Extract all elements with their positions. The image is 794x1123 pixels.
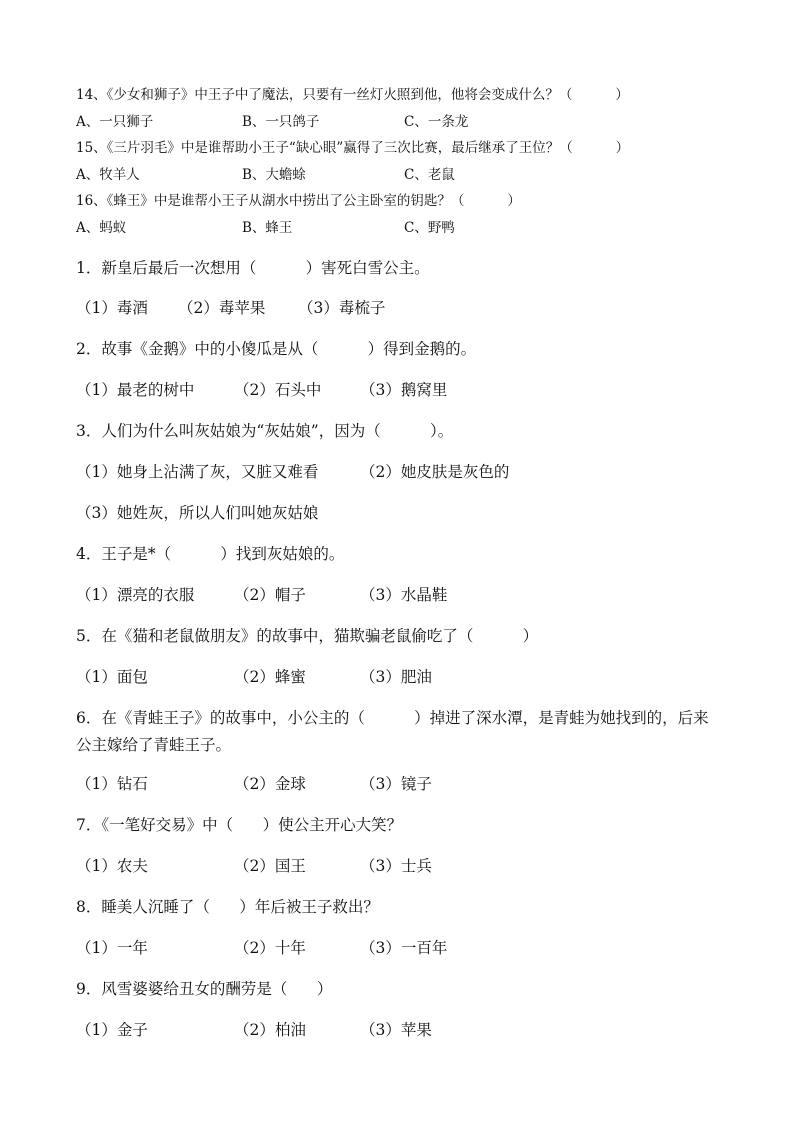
question-6: 6．在《青蛙王子》的故事中，小公主的（ ）掉进了深水潭，是青蛙为她找到的，后来 [76, 709, 709, 727]
question-16-option-c: C、野鸭 [404, 220, 455, 236]
question-6-continued: 公主嫁给了青蛙王子。 [76, 736, 232, 754]
question-15-option-b: B、大蟾蜍 [242, 167, 306, 183]
question-6-option-3: （3）镜子 [360, 775, 432, 793]
question-9-option-2: （2）柏油 [234, 1021, 306, 1039]
question-4: 4．王子是*（ ）找到灰姑娘的。 [76, 545, 345, 563]
question-1: 1．新皇后最后一次想用（ ）害死白雪公主。 [76, 259, 430, 277]
question-16-option-b: B、蜂王 [242, 220, 293, 236]
question-6-option-2: （2）金球 [234, 775, 306, 793]
question-7-option-2: （2）国王 [234, 857, 306, 875]
question-2-option-1: （1）最老的树中 [76, 381, 195, 399]
question-7: 7．《一笔好交易》中（ ）使公主开心大笑？ [76, 816, 403, 834]
question-14-option-c: C、一条龙 [404, 114, 469, 130]
question-1-option-2: （2）毒苹果 [178, 299, 266, 317]
question-1-option-3: （3）毒梳子 [298, 299, 386, 317]
question-3-option-1: （1）她身上沾满了灰，又脏又难看 [76, 463, 319, 481]
question-2: 2．故事《金鹅》中的小傻瓜是从（ ）得到金鹅的。 [76, 340, 477, 358]
question-1-option-1: （1）毒酒 [76, 299, 148, 317]
question-4-option-3: （3）水晶鞋 [360, 586, 448, 604]
question-5-option-3: （3）肥油 [360, 668, 432, 686]
question-15: 15、《三片羽毛》中是谁帮助小王子“缺心眼”赢得了三次比赛，最后继承了王位？（ ） [76, 140, 630, 156]
question-8: 8．睡美人沉睡了（ ）年后被王子救出？ [76, 898, 379, 916]
question-5-option-2: （2）蜂蜜 [234, 668, 306, 686]
question-14-option-a: A、一只狮子 [76, 114, 154, 130]
question-6-option-1: （1）钻石 [76, 775, 148, 793]
question-3-option-3: （3）她姓灰，所以人们叫她灰姑娘 [76, 504, 319, 522]
question-16: 16、《蜂王》中是谁帮小王子从湖水中捞出了公主卧室的钥匙？（ ） [76, 193, 521, 209]
question-14-option-b: B、一只鸽子 [242, 114, 320, 130]
question-9-option-1: （1）金子 [76, 1021, 148, 1039]
question-7-option-1: （1）农夫 [76, 857, 148, 875]
question-8-option-2: （2）十年 [234, 939, 306, 957]
question-16-option-a: A、蚂蚁 [76, 220, 127, 236]
question-14: 14、《少女和狮子》中王子中了魔法，只要有一丝灯火照到他，他将会变成什么？（ ） [76, 87, 629, 103]
question-4-option-2: （2）帽子 [234, 586, 306, 604]
question-8-option-3: （3）一百年 [360, 939, 448, 957]
question-7-option-3: （3）士兵 [360, 857, 432, 875]
question-9-option-3: （3）苹果 [360, 1021, 432, 1039]
question-5-option-1: （1）面包 [76, 668, 148, 686]
question-15-option-c: C、老鼠 [404, 167, 455, 183]
question-15-option-a: A、牧羊人 [76, 167, 140, 183]
question-9: 9．风雪婆婆给丑女的酬劳是（ ） [76, 980, 333, 998]
question-5: 5．在《猫和老鼠做朋友》的故事中，猫欺骗老鼠偷吃了（ ） [76, 627, 539, 645]
question-3-option-2: （2）她皮肤是灰色的 [360, 463, 510, 481]
question-2-option-2: （2）石头中 [234, 381, 322, 399]
question-2-option-3: （3）鹅窝里 [360, 381, 448, 399]
question-3: 3．人们为什么叫灰姑娘为“灰姑娘”，因为（ ）。 [76, 422, 454, 440]
question-4-option-1: （1）漂亮的衣服 [76, 586, 195, 604]
question-8-option-1: （1）一年 [76, 939, 148, 957]
